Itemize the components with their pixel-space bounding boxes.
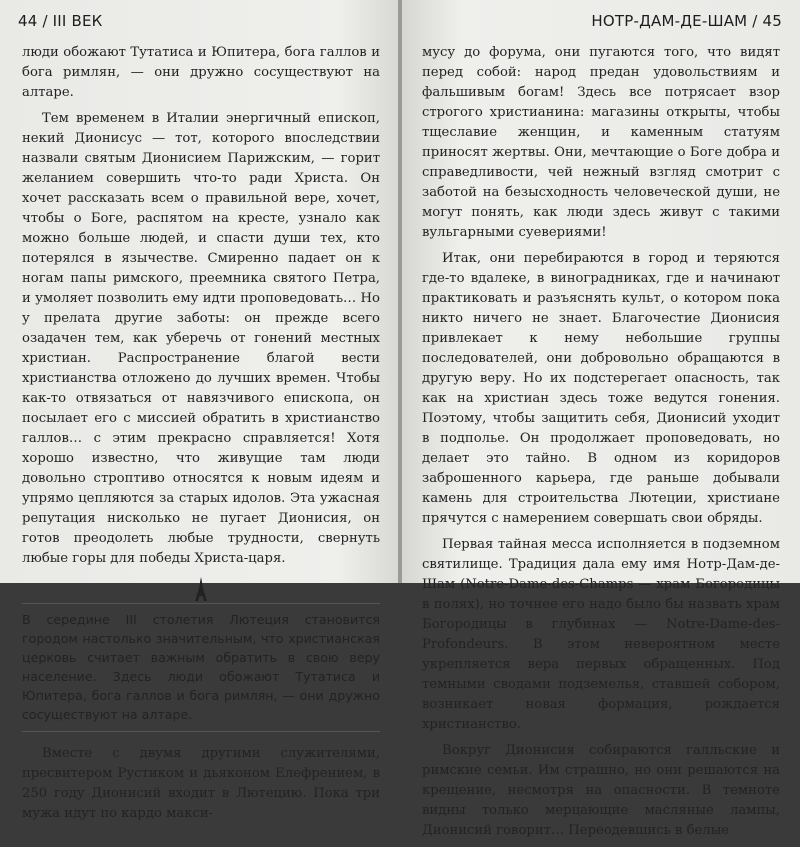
paragraph: Вместе с двумя другими служителями, пресвитером Рустиком и дьяконом Елефрением, в 250 году Дионисий входит в Лютецию. Пока три мужа идут по кардо макси- <box>22 746 380 821</box>
left-text-column <box>22 43 380 830</box>
page-header-left: 44 / III ВЕК <box>18 12 103 30</box>
sidebar-box <box>22 603 380 732</box>
left-page <box>0 0 398 821</box>
paragraph: мусу до форума, они пугаются того, что видят перед собой: народ предан удовольствиям и фальшивым богам! Здесь все потрясает взор строгого христианина: магазины открыты, чтобы тщеславие женщин, и каменным статуям приносят жертвы. Они, мечтающие о Боге добра и справедливости, чей нежный взгляд смотрит с заботой на безысходность человеческой души, не могут понять, как люди здесь живут с такими вульгарными суевериями! <box>422 45 780 240</box>
right-text-column <box>422 43 780 847</box>
eiffel-tower-icon <box>191 577 211 601</box>
paragraph: люди обожают Тутатиса и Юпитера, бога галлов и бога римлян, — они дружно сосуществуют на алтаре. <box>22 45 380 100</box>
sidebar-text: В середине III столетия Лютеция становится городом настолько значительным, что христианская церковь считает важным обратить в свою веру население. Здесь люди обожают Тутатиса и Юпитера, бога галлов и бога римлян, — они дружно сосуществуют на алтаре. <box>22 612 380 722</box>
paragraph: Первая тайная месса исполняется в подземном святилище. Традиция дала ему имя Нотр-Дам-де-Шам (Notre-Dame-des-Champs — храм Богородицы в полях), но точнее его надо было бы назвать храм Богородицы в глубинах — Notre-Dame-des-Profondeurs. В этом невероятном месте укрепляется вера первых обращенных. Под темными сводами подземелья, ставшей собором, возникает новая формация, рождается христианство. <box>422 537 780 732</box>
paragraph: Итак, они перебираются в город и теряются где-то вдалеке, в виноградниках, где и начинают практиковать и разъяснять культ, о котором пока никто ничего не знает. Благочестие Дионисия привлекает к нему небольшие группы последователей, они добровольно обращаются в другую веру. Но их подстерегает опасность, так как на христиан здесь тоже ведутся гонения. Поэтому, чтобы защитить себя, Дионисий уходит в подполье. Он продолжает проповедовать, но делает это тайно. В одном из коридоров заброшенного карьера, где раньше добывали камень для строительства Лютеции, христиане прячутся с намерением совершать свои обряды. <box>422 251 780 526</box>
paragraph: Тем временем в Италии энергичный епископ, некий Дионисус — тот, которого впоследствии назвали святым Дионисием Парижским, — горит желанием совершить что-то ради Христа. Он хочет рассказать всем о правильной вере, хочет, чтобы о Боге, распятом на кресте, узнало как можно больше людей, и спасти души тех, кто потерялся в язычестве. Смиренно падает он к ногам папы римского, преемника святого Петра, и умоляет позволить ему идти проповедовать… Но у прелата другие заботы: он прежде всего озадачен тем, как уберечь от гонений местных христиан. Распространение благой вести христианства отложено до лучших времен. Чтобы как-то отвязаться от навязчивого епископа, он посылает его с миссией обратить в христианство галлов… с этим прекрасно справляется! Хотя хорошо известно, что живущие там люди довольно строптиво относятся к новым идеям и упрямо цепляются за старых идолов. Эта ужасная репутация нисколько не пугает Дионисия, он готов преодолеть любые трудности, свернуть любые горы для победы Христа-царя. <box>22 111 380 566</box>
right-page <box>402 0 800 838</box>
page-header-right: НОТР-ДАМ-ДЕ-ШАМ / 45 <box>591 12 782 30</box>
paragraph: Вокруг Дионисия собираются галльские и римские семьи. Им страшно, но они решаются на крещение, несмотря на опасности. В темноте видны только мерцающие масляные лампы, Дионисий говорит… Переодевшись в белые <box>422 743 780 838</box>
